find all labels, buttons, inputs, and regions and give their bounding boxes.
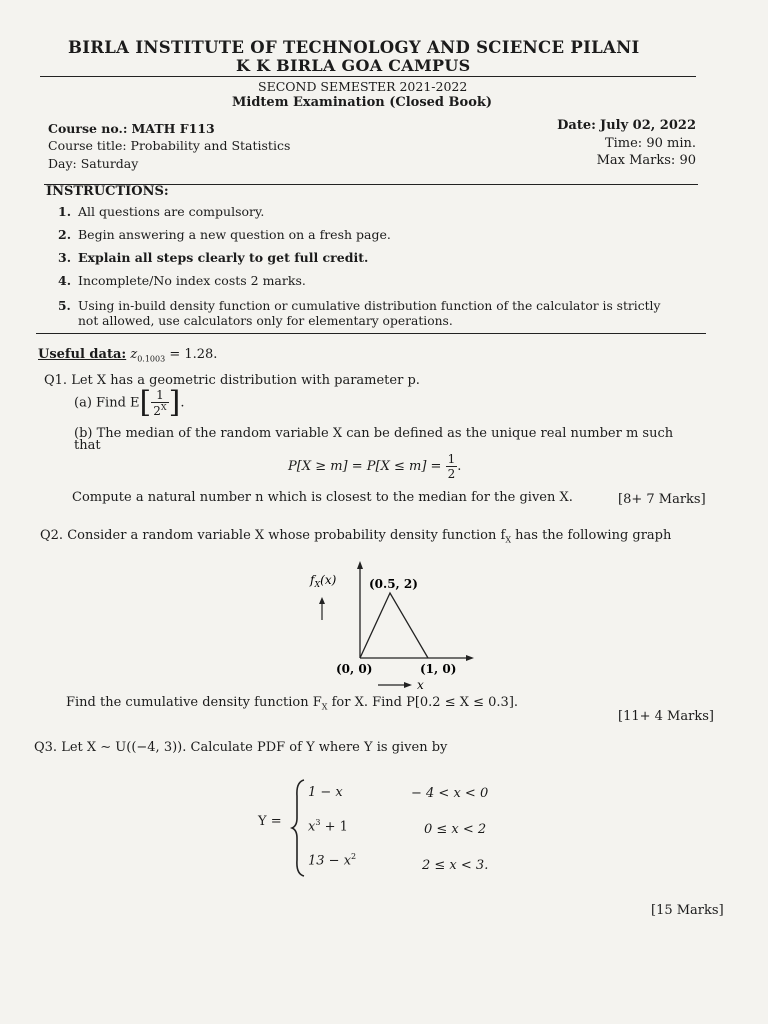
instruction-item bbox=[58, 298, 660, 313]
peak-label: (0.5, 2) bbox=[369, 577, 418, 591]
q1-a-numerator: 1 bbox=[151, 388, 168, 403]
instruction-item bbox=[58, 227, 391, 242]
y-label: $f_X(x)$ bbox=[310, 573, 337, 589]
pdf-graph bbox=[300, 558, 480, 698]
instruction-item bbox=[58, 273, 306, 288]
origin-label: (0, 0) bbox=[336, 662, 373, 676]
piecewise-brace bbox=[290, 778, 308, 878]
day-line bbox=[48, 156, 138, 171]
q1-a-fraction bbox=[151, 388, 168, 418]
right-bracket: ] bbox=[168, 385, 181, 420]
y-axis-arrow bbox=[357, 561, 363, 569]
instruction-number: 4. bbox=[58, 273, 72, 288]
label-arrow-head bbox=[319, 597, 325, 604]
q3-case-expr: 1 − x bbox=[308, 785, 343, 800]
instruction-text: Incomplete/No index costs 2 marks. bbox=[78, 273, 306, 288]
q3-case-expr: $13 - x^2$ bbox=[308, 852, 357, 869]
q1-intro: Let X has a geometric distribution with parameter p. bbox=[71, 373, 420, 388]
x-label: x bbox=[417, 678, 424, 692]
q2-intro-line bbox=[40, 528, 671, 545]
max-marks: 90 bbox=[679, 153, 696, 168]
instructions-heading: INSTRUCTIONS: bbox=[46, 184, 169, 199]
q1-part-a: (a) Find E[ $\frac{1}{2^X}$ ]. bbox=[74, 385, 185, 420]
x-axis-arrow bbox=[466, 655, 474, 661]
q3-case-cond: − 4 < x < 0 bbox=[411, 786, 489, 801]
q3-intro-line bbox=[34, 740, 447, 755]
q1-label: Q1. bbox=[44, 373, 68, 388]
instruction-text: Begin answering a new question on a fresh page. bbox=[78, 227, 391, 242]
day-label: Day: bbox=[48, 156, 77, 171]
q3-marks: [15 Marks] bbox=[651, 903, 724, 918]
left-bracket: [ bbox=[139, 385, 152, 420]
instruction-text: Explain all steps clearly to get full credit. bbox=[78, 250, 369, 265]
date: July 02, 2022 bbox=[600, 118, 696, 133]
q3-label: Q3. bbox=[34, 740, 58, 755]
instructions-bottom-rule bbox=[36, 333, 706, 334]
course-number: MATH F113 bbox=[131, 121, 215, 136]
q1-eq: P[X ≥ m] = P[X ≤ m] = bbox=[288, 459, 442, 474]
q1-a-prefix: (a) Find E bbox=[74, 395, 140, 411]
q1-median-equation: P[X ≥ m] = P[X ≤ m] = $\frac{1}{2}$ . bbox=[288, 452, 462, 481]
max-marks-line bbox=[597, 153, 696, 168]
institute-title: BIRLA INSTITUTE OF TECHNOLOGY AND SCIENCE PILANI bbox=[68, 38, 640, 57]
max-marks-label: Max Marks: bbox=[596, 153, 676, 168]
q1-eq-fraction bbox=[446, 452, 458, 481]
time: 90 min. bbox=[646, 136, 696, 151]
course-title-line bbox=[48, 138, 290, 153]
time-label: Time: bbox=[604, 136, 643, 151]
q3-intro: Let X ∼ U((−4, 3)). Calculate PDF of Y where Y is given by bbox=[61, 740, 448, 755]
q2-find-mid: for X. Find P[0.2 ≤ X ≤ 0.3]. bbox=[331, 695, 519, 710]
q2-find bbox=[66, 695, 518, 712]
campus-title: K K BIRLA GOA CAMPUS bbox=[236, 56, 471, 75]
q1-compute: Compute a natural number n which is closest to the median for the given X. bbox=[72, 490, 573, 505]
q1-a-denominator: 2 bbox=[153, 404, 161, 418]
course-title: Probability and Statistics bbox=[130, 138, 291, 153]
instruction-text: Using in-build density function or cumulative distribution function of the calculator is strictly bbox=[78, 299, 661, 313]
date-line bbox=[557, 118, 696, 133]
q1-b-text2: that bbox=[74, 438, 101, 453]
q2-marks: [11+ 4 Marks] bbox=[618, 709, 714, 724]
course-number-line bbox=[48, 121, 215, 136]
q3-case-cond: 2 ≤ x < 3. bbox=[422, 858, 489, 873]
q1-marks: [8+ 7 Marks] bbox=[618, 492, 706, 507]
x-label-arrow-head bbox=[404, 682, 412, 688]
q2-intro-sub: X bbox=[505, 535, 512, 545]
date-label: Date: bbox=[557, 118, 596, 133]
q3-case-expr: $x^3 + 1$ bbox=[308, 818, 348, 835]
instruction-number: 2. bbox=[58, 227, 72, 242]
time-line bbox=[605, 136, 696, 151]
instruction-text: All questions are compulsory. bbox=[78, 204, 265, 219]
q2-find-prefix: Find the cumulative density function F bbox=[66, 695, 322, 710]
instruction-text-cont: not allowed, use calculators only for elementary operations. bbox=[78, 314, 453, 328]
instruction-number: 5. bbox=[58, 298, 71, 313]
q1-eq-numerator: 1 bbox=[447, 452, 456, 466]
q2-label: Q2. bbox=[40, 528, 64, 543]
course-title-label: Course title: bbox=[48, 138, 127, 153]
exam-type: Midtem Examination (Closed Book) bbox=[232, 95, 493, 110]
instruction-number: 1. bbox=[58, 204, 72, 219]
day: Saturday bbox=[80, 156, 139, 171]
useful-z: z bbox=[130, 347, 138, 362]
semester: SECOND SEMESTER 2021-2022 bbox=[258, 79, 468, 94]
q1-eq-denominator: 2 bbox=[447, 467, 456, 481]
q3-case-cond: 0 ≤ x < 2 bbox=[424, 822, 487, 837]
useful-data bbox=[38, 347, 217, 364]
q3-y-eq: Y = bbox=[258, 814, 282, 829]
instruction-item bbox=[58, 204, 264, 219]
q2-intro-end: has the following graph bbox=[515, 528, 672, 543]
course-number-label: Course no.: bbox=[48, 121, 128, 136]
right-label: (1, 0) bbox=[420, 662, 457, 676]
instruction-number: 3. bbox=[58, 250, 72, 265]
q1-a-denominator-sup: X bbox=[160, 403, 167, 412]
useful-value: = 1.28. bbox=[169, 347, 218, 362]
q2-intro: Consider a random variable X whose probability density function f bbox=[67, 528, 506, 543]
instruction-item bbox=[58, 250, 368, 265]
useful-z-sub: 0.1003 bbox=[137, 354, 166, 364]
useful-data-label: Useful data: bbox=[38, 347, 127, 362]
q2-find-sub: X bbox=[321, 702, 328, 712]
header-rule bbox=[40, 76, 696, 77]
pdf-line bbox=[360, 593, 428, 658]
q1-intro-line bbox=[44, 373, 420, 388]
q1-b-text: (b) The median of the random variable X can be defined as the unique real number m such bbox=[74, 426, 674, 441]
